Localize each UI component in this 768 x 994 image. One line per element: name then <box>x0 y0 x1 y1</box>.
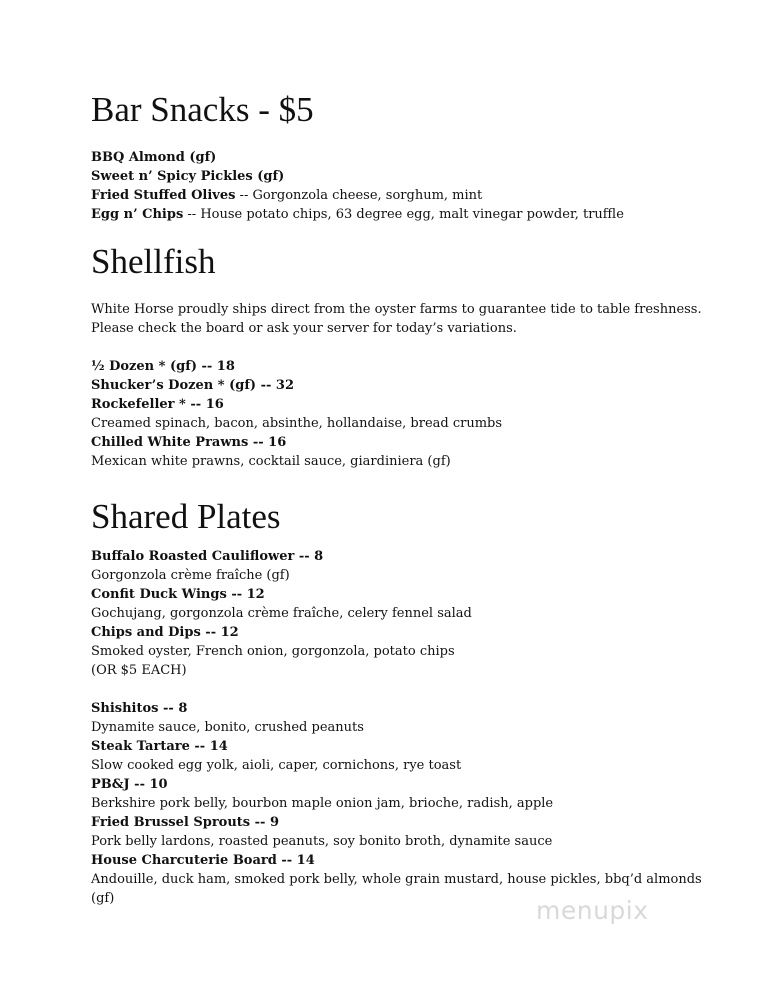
item-description: Berkshire pork belly, bourbon maple onion jam, brioche, radish, apple <box>91 796 554 811</box>
bar-snacks-list <box>91 148 731 224</box>
item-name: Fried Stuffed Olives <box>91 188 236 203</box>
item-name: House Charcuterie Board -- 14 <box>91 853 315 868</box>
list-item <box>91 148 731 167</box>
item-description: Creamed spinach, bacon, absinthe, hollandaise, bread crumbs <box>91 416 503 431</box>
list-item <box>91 376 731 395</box>
item-name: Steak Tartare -- 14 <box>91 739 228 754</box>
item-name: Sweet n’ Spicy Pickles (gf) <box>91 169 285 184</box>
item-name: Egg n’ Chips <box>91 207 184 222</box>
menu-page <box>91 88 731 908</box>
item-name: Shucker’s Dozen * (gf) -- 32 <box>91 378 294 393</box>
list-item <box>91 186 731 205</box>
item-name: BBQ Almond (gf) <box>91 150 217 165</box>
item-description: Gorgonzola crème fraîche (gf) <box>91 568 290 583</box>
item-description: -- House potato chips, 63 degree egg, malt vinegar powder, truffle <box>183 207 624 222</box>
item-description-continued: (gf) <box>91 891 115 906</box>
intro-line: Please check the board or ask your server for today’s variations. <box>91 321 517 336</box>
bar-snacks-title: Bar Snacks - $5 <box>91 90 314 129</box>
item-description: Pork belly lardons, roasted peanuts, soy bonito broth, dynamite sauce <box>91 834 553 849</box>
section-spacer <box>91 471 731 495</box>
shared-plates-title: Shared Plates <box>91 497 281 536</box>
item-note: (OR $5 EACH) <box>91 663 187 678</box>
list-item <box>91 813 731 832</box>
shellfish-section <box>91 240 731 471</box>
item-description: Slow cooked egg yolk, aioli, caper, cornichons, rye toast <box>91 758 462 773</box>
list-item <box>91 433 731 452</box>
list-item <box>91 737 731 756</box>
spacer <box>91 338 731 357</box>
shellfish-intro <box>91 300 731 338</box>
watermark-logo: menupix <box>536 896 649 925</box>
shared-plates-section <box>91 495 731 908</box>
item-description: Smoked oyster, French onion, gorgonzola, potato chips <box>91 644 455 659</box>
list-item <box>91 585 731 604</box>
list-item <box>91 775 731 794</box>
section-spacer <box>91 224 731 240</box>
intro-line: White Horse proudly ships direct from the oyster farms to guarantee tide to table freshness. <box>91 302 702 317</box>
shellfish-list <box>91 357 731 471</box>
item-name: PB&J -- 10 <box>91 777 168 792</box>
item-description: -- Gorgonzola cheese, sorghum, mint <box>235 188 483 203</box>
item-name: ½ Dozen * (gf) -- 18 <box>91 359 235 374</box>
list-item <box>91 547 731 566</box>
list-item <box>91 395 731 414</box>
shellfish-title: Shellfish <box>91 242 216 281</box>
item-name: Confit Duck Wings -- 12 <box>91 587 265 602</box>
item-name: Chips and Dips -- 12 <box>91 625 239 640</box>
list-item <box>91 357 731 376</box>
item-description: Mexican white prawns, cocktail sauce, giardiniera (gf) <box>91 454 451 469</box>
item-name: Rockefeller * -- 16 <box>91 397 224 412</box>
bar-snacks-section <box>91 88 731 224</box>
item-description: Andouille, duck ham, smoked pork belly, whole grain mustard, house pickles, bbq’d almonds <box>91 872 702 887</box>
item-description: Gochujang, gorgonzola crème fraîche, celery fennel salad <box>91 606 472 621</box>
list-item <box>91 699 731 718</box>
item-name: Fried Brussel Sprouts -- 9 <box>91 815 279 830</box>
list-item <box>91 167 731 186</box>
list-item <box>91 623 731 642</box>
list-item <box>91 205 731 224</box>
list-item <box>91 851 731 870</box>
item-description: Dynamite sauce, bonito, crushed peanuts <box>91 720 364 735</box>
item-name: Buffalo Roasted Cauliflower -- 8 <box>91 549 324 564</box>
spacer <box>91 680 731 699</box>
shared-plates-list <box>91 547 731 908</box>
item-name: Chilled White Prawns -- 16 <box>91 435 287 450</box>
item-name: Shishitos -- 8 <box>91 701 188 716</box>
